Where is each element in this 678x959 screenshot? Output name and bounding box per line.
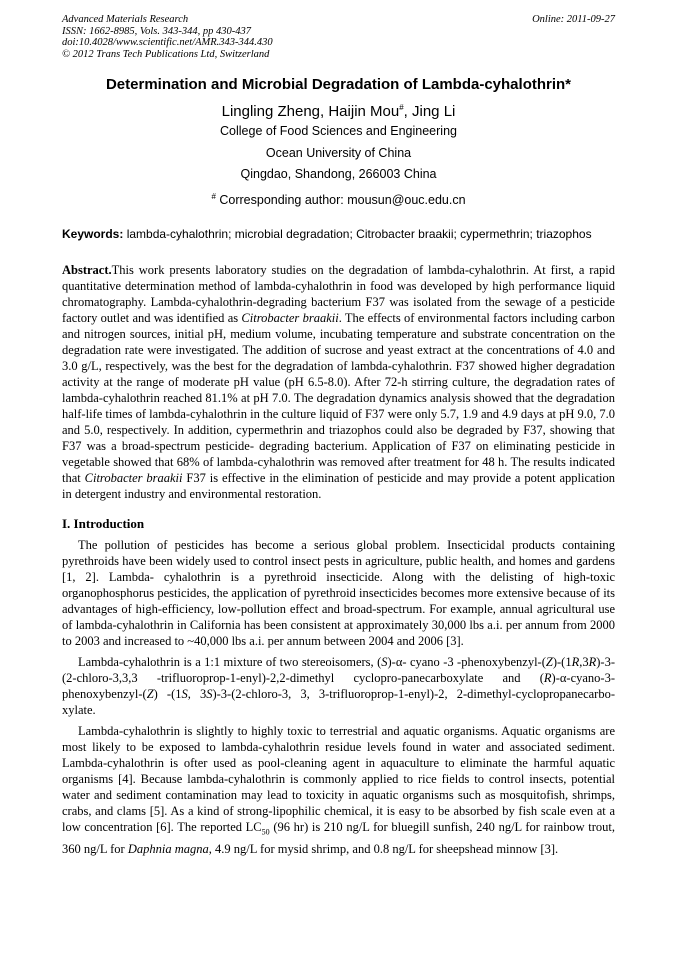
affiliation-line-1: College of Food Sciences and Engineering (220, 124, 457, 138)
p2-italic-z1: Z (545, 655, 553, 670)
p2-italic-s3: S (206, 687, 213, 702)
corresponding-author-email: Corresponding author: mousun@ouc.edu.cn (215, 192, 466, 207)
authors-part2: , Jing Li (403, 103, 456, 120)
p2-italic-s2: S (181, 687, 188, 702)
paper-page (62, 14, 615, 857)
online-date: Online: 2011-09-27 (532, 14, 615, 25)
p3-italic-species: Daphnia magna (127, 841, 209, 856)
issn-line: ISSN: 1662-8985, Vols. 343-344, pp 430-437 (62, 25, 251, 37)
p2-text-c: )-(1 (552, 655, 572, 670)
abstract-species-2: Citrobacter braakii (84, 471, 183, 486)
abstract-species-1: Citrobacter braakii (241, 311, 339, 326)
abstract-text-1: This work presents laboratory studies on the degradation of lambda-cyhalothrin. At first, a rapid quantitative determination method of lambda-cyhalothrin in food was developed by high performance liquid chromatography. Lambda-cyhalothrin-degrading bacterium F37 was isolated from the sewage of a pesticide factory outlet and was identified as (62, 263, 615, 326)
abstract-text-2: . The effects of environmental factors including carbon and nitrogen sources, initial pH, medium volume, incubating temperature and substrate concentration on the degradation rate were investigated. The addition of sucrose and yeast extract at the concentrations of 4.0 and 3.0 g/L, respectively, was the best for the degradation of lambda-cyhalothrin. F37 showed higher degradation activity at the range of moderate pH value (pH 6.5-8.0). After 72-h stirring culture, the degradation rates of lambda-cyhalothrin reached 81.1% at pH 7.0. The degradation dynamics analysis showed that the degradation half-life times of lambda-cyhalothrin in the culture liquid of F37 were only 5.7, 1.9 and 4.9 days at pH 9.0, 7.0 and 5.0, respectively. In addition, cypermethrin and triazophos could also be degraded by F37, showing that F37 was a broad-spectrum pesticide- degrading bacterium. Application of F37 on eliminating pesticide in vegetable showed that 68% of lambda-cyhalothrin was removed after treatment for 48 h. The results indicated that (62, 311, 616, 486)
p2-italic-r2: R (588, 655, 597, 670)
p3-text-c: , 4.9 ng/L for mysid shrimp, and 0.8 ng/L for sheepshead minnow [3]. (208, 841, 559, 856)
p2-italic-r3: R (543, 671, 552, 686)
p2-text-f: ) -(1 (153, 687, 182, 702)
paper-title: Determination and Microbial Degradation of Lambda-cyhalothrin* (105, 76, 572, 93)
p2-text-b: )-α- cyano -3 -phenoxybenzyl-( (387, 655, 546, 670)
abstract-label: Abstract. (62, 263, 112, 278)
author-list (62, 98, 615, 121)
journal-name: Advanced Materials Research (62, 14, 189, 25)
p3-text-b: (96 hr) is 210 ng/L for bluegill sunfish, 240 ng/L for rainbow trout, 360 ng/L for (62, 820, 615, 856)
p2-text-c2: ,3 (579, 655, 589, 670)
authors-part1: Lingling Zheng, Haijin Mou (221, 103, 400, 120)
keywords-label: Keywords: (62, 227, 124, 242)
copyright-line: © 2012 Trans Tech Publications Ltd, Switzerland (62, 48, 270, 60)
corresponding-author (62, 186, 615, 212)
p2-italic-z2: Z (146, 687, 154, 702)
affiliation-line-3: Qingdao, Shandong, 266003 China (240, 167, 437, 181)
p2-text-h: )-3-(2-chloro-3, 3, 3-trifluoroprop-1-enyl)-2, 2-dimethyl-cyclopropanecarbo- xylate. (62, 687, 615, 718)
section-heading-introduction: I. Introduction (62, 516, 145, 532)
p2-text-a: Lambda-cyhalothrin is a 1:1 mixture of two stereoisomers, ( (78, 655, 382, 670)
journal-header (62, 14, 615, 60)
affiliation-line-2: Ocean University of China (265, 145, 412, 160)
keywords-text: lambda-cyhalothrin; microbial degradation; Citrobacter braakii; cypermethrin; triazophos (123, 227, 592, 242)
corresponding-author-mark: # (211, 191, 216, 201)
p2-text-g: , 3 (187, 687, 207, 702)
keywords (62, 227, 615, 241)
p2-italic-r1: R (571, 655, 580, 670)
abstract (62, 262, 615, 502)
intro-paragraph-3 (62, 723, 615, 857)
abstract-text-3: F37 is effective in the elimination of pesticide and may provide a potent application in detergent industry and environmental restoration. (62, 471, 616, 502)
p3-text-a: Lambda-cyhalothrin is slightly to highly toxic to terrestrial and aquatic organisms. Aquatic organisms are most likely to be exposed to lambda-cyhalothrin residue levels found in water and associated sediment. Lambda-cyhalothrin is ofter used as pool-cleaning agent in aquaculture to eliminate the harmful aquatic organisms [4]. Because lambda-cyhalothrin is commonly applied to rice fields to control insects, potential water and sediment contamination may lead to toxicity in aquatic organisms such as mosquitofish, shrimps, crabs, and clams [5]. As a kind of strong-lipophilic chemical, it is easy to be absorbed by fish scale even at a low concentration [6]. The reported LC (62, 724, 615, 835)
p2-text-d: )-3-(2-chloro-3,3,3 -trifluoroprop-1-enyl)-2,2-dimethyl cyclopro-panecarboxylate and ( (62, 655, 615, 686)
intro-paragraph-1: The pollution of pesticides has become a serious global problem. Insecticidal products containing pyrethroids have been widely used to control insect pests in agriculture, public health, and homes and gardens [1, 2]. Lambda- cyhalothrin is a pyrethroid insecticide. Along with the delisting of high-toxic organophosphorus pesticides, the application of pyrethroid insecticides becomes more extensive because of its advantages of high-efficiency, low-pollution effect and broad-spectrum. For example, annual agricultural use of lambda-cyhalothrin in California has been consistent at approximately 30,000 lbs a.i. per annum from 2000 to 2003 and increased to ~40,000 lbs a.i. per annum between 2004 and 2006 [3]. (62, 538, 615, 649)
p2-italic-s1: S (381, 655, 388, 670)
p2-text-e: )-α-cyano-3-phenoxybenzyl-( (62, 671, 615, 702)
corresponding-mark: # (399, 103, 404, 112)
p3-subscript: 50 (261, 827, 270, 837)
intro-paragraph-2 (62, 654, 615, 718)
doi-line: doi:10.4028/www.scientific.net/AMR.343-344.430 (62, 37, 273, 48)
